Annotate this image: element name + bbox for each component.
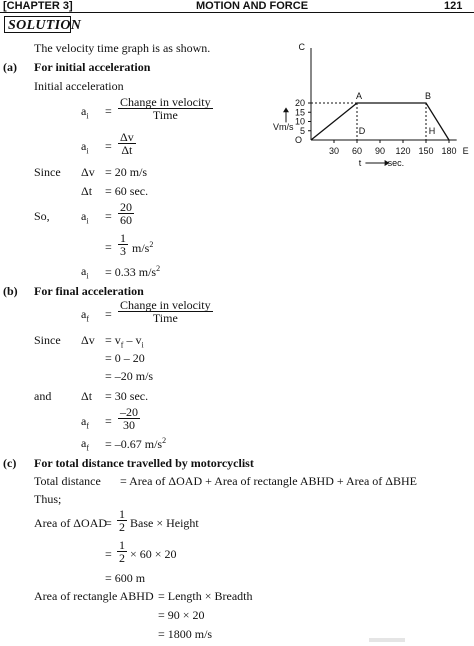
dv-expression: = $v_f - v_i$: [105, 333, 144, 350]
dv-symbol: Δv: [81, 165, 95, 179]
scan-mark: [369, 638, 405, 642]
area-oad-result: = 600 m: [105, 571, 146, 585]
unit-ms2: $m/s^2$: [132, 240, 154, 255]
ai-symbol: $a_i$: [81, 104, 89, 121]
equals: =: [105, 240, 112, 254]
part-a-label: (a): [3, 60, 17, 74]
fraction-dv-dt: $\frac{\Delta v}{\Delta t}$: [120, 130, 134, 157]
point-e-label: E: [462, 146, 469, 156]
y-tick-label: 5: [299, 125, 305, 136]
area-rect-result: = 1800 m/s: [158, 627, 213, 641]
x-tick-label: 30: [328, 146, 340, 156]
dt-value: = 60 sec.: [105, 184, 149, 198]
x-tick-label: 90: [374, 146, 386, 156]
intro-text: The velocity time graph is as shown.: [34, 41, 211, 55]
area-rect-substitution: = 90 × 20: [158, 608, 205, 622]
fraction-velocity-time-b: Change in velocity Time: [120, 298, 211, 325]
area-oad-label: Area of ΔOAD: [34, 516, 108, 530]
y-arrow-head: [283, 107, 289, 112]
area-rect-formula: = Length × Breadth: [158, 589, 253, 603]
chapter-title: MOTION AND FORCE: [196, 0, 309, 12]
af-symbol: $a_f$: [81, 307, 89, 324]
equals: =: [105, 209, 112, 223]
x-axis-label: t: [358, 158, 362, 168]
since-label: Since: [34, 165, 61, 179]
velocity-time-graph: [268, 38, 474, 170]
y-tick-label: 10: [294, 116, 305, 127]
dv-symbol-b: Δv: [81, 333, 95, 347]
dv-line-3: = –20 m/s: [105, 369, 154, 383]
part-b-heading: For final acceleration: [34, 284, 144, 298]
area-rect-label: Area of rectangle ABHD: [34, 589, 154, 603]
fraction-half: $\frac{1}{2}$: [119, 507, 125, 534]
and-label: and: [34, 389, 52, 403]
fraction-20-60: $\frac{20}{60}$: [120, 200, 132, 227]
point-h-label: H: [428, 126, 436, 136]
part-b-label: (b): [3, 284, 18, 298]
x-tick-label: 180: [441, 146, 457, 156]
fraction-neg20-30: $\frac{-20}{30}$: [120, 405, 138, 432]
equals: =: [105, 139, 112, 153]
dt-symbol-b: Δt: [81, 389, 93, 403]
dt-symbol: Δt: [81, 184, 93, 198]
point-d-label: D: [358, 126, 366, 136]
point-a-label: A: [355, 91, 363, 101]
equals: =: [105, 104, 112, 118]
equals: =: [105, 516, 112, 530]
total-distance-label: Total distance: [34, 474, 101, 488]
header-rule: [0, 12, 474, 13]
y-axis-label: Vm/s: [273, 121, 294, 132]
total-distance-expression: = Area of ΔOAD + Area of rectangle ABHD + Area of ΔBHE: [120, 474, 417, 488]
so-label: So,: [34, 209, 50, 223]
final-acceleration-result: = –0.67 $m/s^2$: [105, 436, 167, 451]
x-tick-label: 120: [395, 146, 411, 156]
x-tick-label: 60: [351, 146, 363, 156]
part-c-heading: For total distance travelled by motorcyclist: [34, 456, 254, 470]
x-tick-label: 150: [418, 146, 434, 156]
x-unit-label: sec.: [387, 158, 405, 168]
point-c-label: C: [298, 42, 305, 52]
part-a-heading: For initial acceleration: [34, 60, 151, 74]
since-label-b: Since: [34, 333, 61, 347]
equals: =: [105, 307, 112, 321]
af-symbol-3: $a_f$: [81, 436, 89, 453]
graph-marks: [311, 91, 449, 140]
y-tick-label: 15: [294, 107, 305, 118]
origin-label: O: [294, 135, 302, 145]
graph-axes: [273, 42, 469, 168]
part-a-subheading: Initial acceleration: [34, 79, 124, 93]
equals: =: [105, 547, 112, 561]
fraction-half-2: $\frac{1}{2}$: [119, 538, 125, 565]
page-number: 121: [444, 0, 463, 12]
dt-value-b: = 30 sec.: [105, 389, 149, 403]
solution-label: SOLUTION: [4, 16, 71, 33]
area-oad-formula: Base × Height: [130, 516, 199, 530]
thus-label: Thus;: [34, 492, 62, 506]
dv-value: = 20 m/s: [105, 165, 148, 179]
af-symbol-2: $a_f$: [81, 414, 89, 431]
dv-line-2: = 0 – 20: [105, 351, 145, 365]
fraction-1-3: $\frac{1}{3}$: [120, 231, 126, 258]
area-oad-substitution: × 60 × 20: [130, 547, 177, 561]
part-c-label: (c): [3, 456, 17, 470]
fraction-velocity-time: Change in velocity Time: [120, 95, 211, 122]
ai-symbol-2: $a_i$: [81, 139, 89, 156]
point-b-label: B: [424, 91, 432, 101]
ai-symbol-3: $a_i$: [81, 209, 89, 226]
ai-symbol-4: $a_i$: [81, 264, 89, 281]
equals: =: [105, 414, 112, 428]
initial-acceleration-result: = 0.33 $m/s^2$: [105, 264, 161, 279]
y-tick-label: 20: [294, 98, 305, 108]
chapter-label: [CHAPTER 3]: [3, 0, 73, 12]
